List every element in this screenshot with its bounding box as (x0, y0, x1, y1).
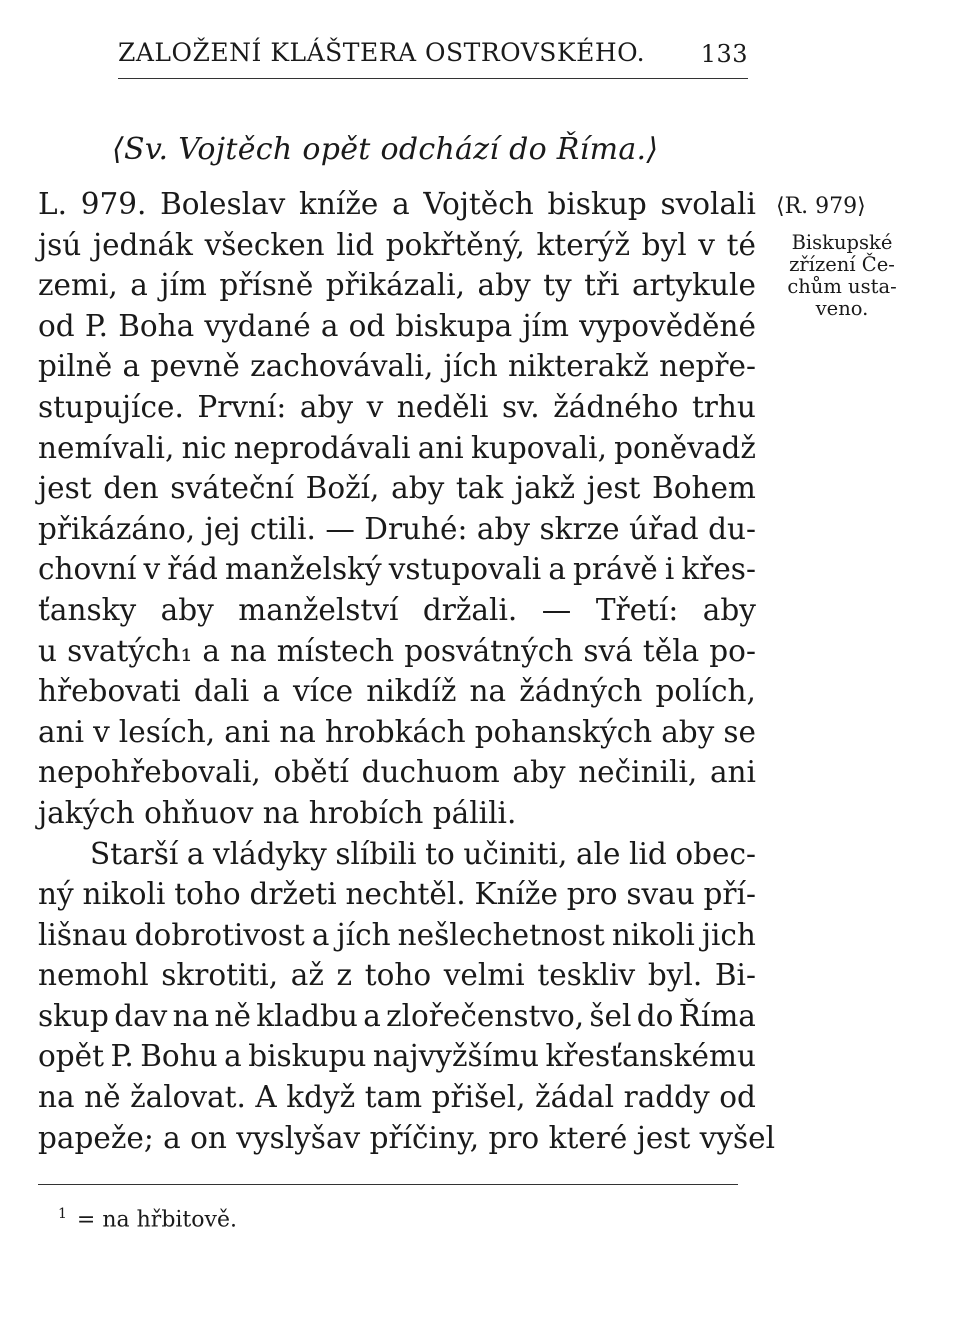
text-line: nepohřebovali, obětí duchuom aby nečinili, ani (38, 755, 756, 790)
text-line: jsú jednák všecken lid pokřtěný, kterýž byl v té (38, 227, 756, 262)
text-line: nemohl skrotiti, až z toho velmi teskliv byl. Bi- (38, 958, 756, 993)
text-line: Starší a vládyky slíbili to učiniti, ale lid obec- (90, 836, 756, 871)
text-line: ani v lesích, ani na hrobkách pohanských aby se (38, 714, 756, 749)
text-line: pilně a pevně zachovávali, jích nikterakž nepře- (38, 349, 756, 384)
text-line: skup dav na ně kladbu a zlořečenstvo, šel do Říma (38, 998, 756, 1033)
text-line: od P. Boha vydané a od biskupa jím vypověděné (38, 308, 756, 343)
marginal-line: chům usta- (787, 275, 897, 298)
page-number: 133 (700, 40, 748, 68)
section-heading: ⟨Sv. Vojtěch opět odchází do Říma.⟩ (112, 132, 659, 167)
marginal-note (772, 196, 912, 320)
text-line: nemívali, nic neprodávali ani kupovali, poněvadž (38, 430, 756, 465)
footnote-marker: 1 (58, 1206, 67, 1222)
text-line: přikázáno, jej ctili. — Druhé: aby skrze úřad du- (38, 511, 756, 546)
text-line: stupujíce. První: aby v neděli sv. žádného trhu (38, 389, 756, 424)
text-line: opět P. Bohu a biskupu najvyžšímu křesťanskému (38, 1039, 756, 1074)
header-rule (118, 78, 748, 79)
marginal-line: Biskupské (791, 231, 893, 254)
text-line: ťansky aby manželství držali. — Třetí: aby (38, 592, 756, 627)
text-line: chovní v řád manželský vstupovali a právě i křes- (38, 552, 756, 587)
text-line: u svatých₁ a na místech posvátných svá těla po- (38, 633, 756, 668)
text-line: jest den sváteční Boží, aby tak jakž jest Bohem (38, 471, 756, 506)
text-line: jakých ohňuov na hrobích pálili. (38, 795, 517, 830)
marginal-line: zřízení Če- (789, 253, 895, 276)
footnote-text: = na hřbitově. (76, 1207, 237, 1233)
text-line: ný nikoli toho držeti nechtěl. Kníže pro svau pří- (38, 877, 756, 912)
text-line: hřebovati dali a více nikdíž na žádných polích, (38, 674, 756, 709)
body-text (38, 184, 776, 1158)
text-line: lišnau dobrotivost a jích nešlechetnost nikoli jich (38, 917, 756, 952)
text-line: papeže; a on vyslyšav příčiny, pro které jest vyšel (38, 1120, 776, 1155)
footnote (58, 1206, 237, 1232)
text-line: zemi, a jím přísně přikázali, aby ty tři artykule (38, 268, 756, 303)
marginal-year-ref: ⟨R. 979⟩ (776, 194, 866, 219)
footnote-rule (38, 1184, 738, 1185)
running-title: ZALOŽENÍ KLÁŠTERA OSTROVSKÉHO. (118, 38, 646, 67)
text-line: L. 979. Boleslav kníže a Vojtěch biskup svolali (38, 187, 756, 221)
marginal-line: veno. (815, 297, 869, 320)
text-line: na ně žalovat. A když tam přišel, žádal raddy od (38, 1080, 756, 1115)
